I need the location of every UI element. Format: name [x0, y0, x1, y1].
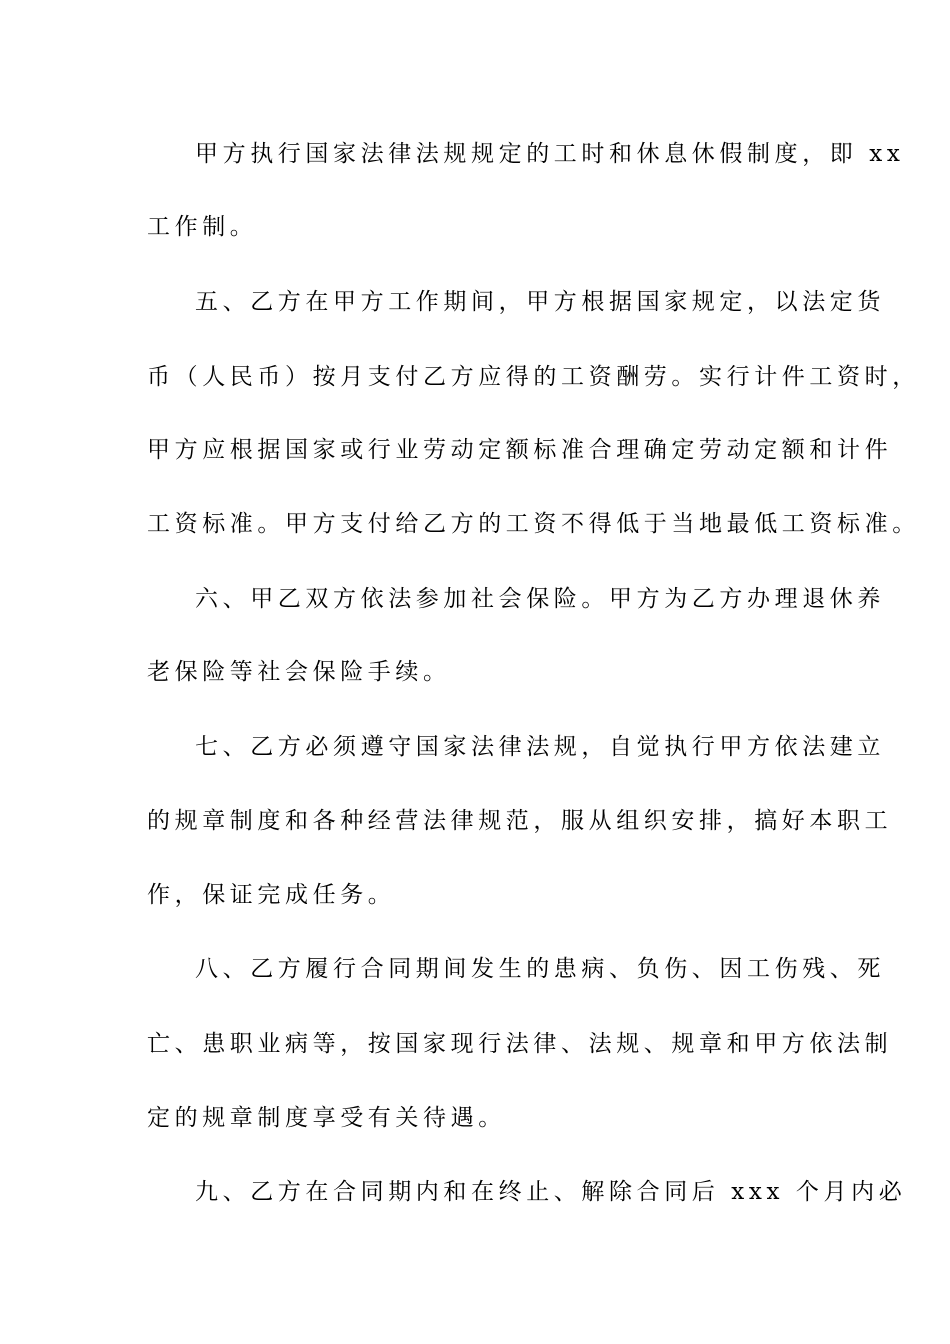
paragraph-line: 五、乙方在甲方工作期间，甲方根据国家规定，以法定货	[195, 289, 885, 315]
paragraph-line: 老保险等社会保险手续。	[147, 659, 451, 685]
paragraph-line: 工作制。	[147, 214, 258, 240]
paragraph-line: 的规章制度和各种经营法律规范，服从组织安排，搞好本职工	[147, 808, 893, 834]
paragraph-line: 定的规章制度享受有关待遇。	[147, 1105, 506, 1131]
paragraph-line: 甲方执行国家法律法规规定的工时和休息休假制度，即 xx	[195, 141, 905, 167]
paragraph-line: 甲方应根据国家或行业劳动定额标准合理确定劳动定额和计件	[147, 437, 893, 463]
paragraph-line: 八、乙方履行合同期间发生的患病、负伤、因工伤残、死	[195, 956, 885, 982]
paragraph-line: 六、甲乙双方依法参加社会保险。甲方为乙方办理退休养	[195, 586, 885, 612]
paragraph-line: 币（人民币）按月支付乙方应得的工资酬劳。实行计件工资时，	[147, 364, 920, 390]
paragraph-line: 九、乙方在合同期内和在终止、解除合同后 xxx 个月内必	[195, 1179, 907, 1205]
paragraph-line: 作，保证完成任务。	[147, 882, 396, 908]
paragraph-line: 七、乙方必须遵守国家法律法规，自觉执行甲方依法建立	[195, 734, 885, 760]
paragraph-line: 工资标准。甲方支付给乙方的工资不得低于当地最低工资标准。	[147, 511, 920, 537]
paragraph-line: 亡、患职业病等，按国家现行法律、法规、规章和甲方依法制	[147, 1031, 893, 1057]
